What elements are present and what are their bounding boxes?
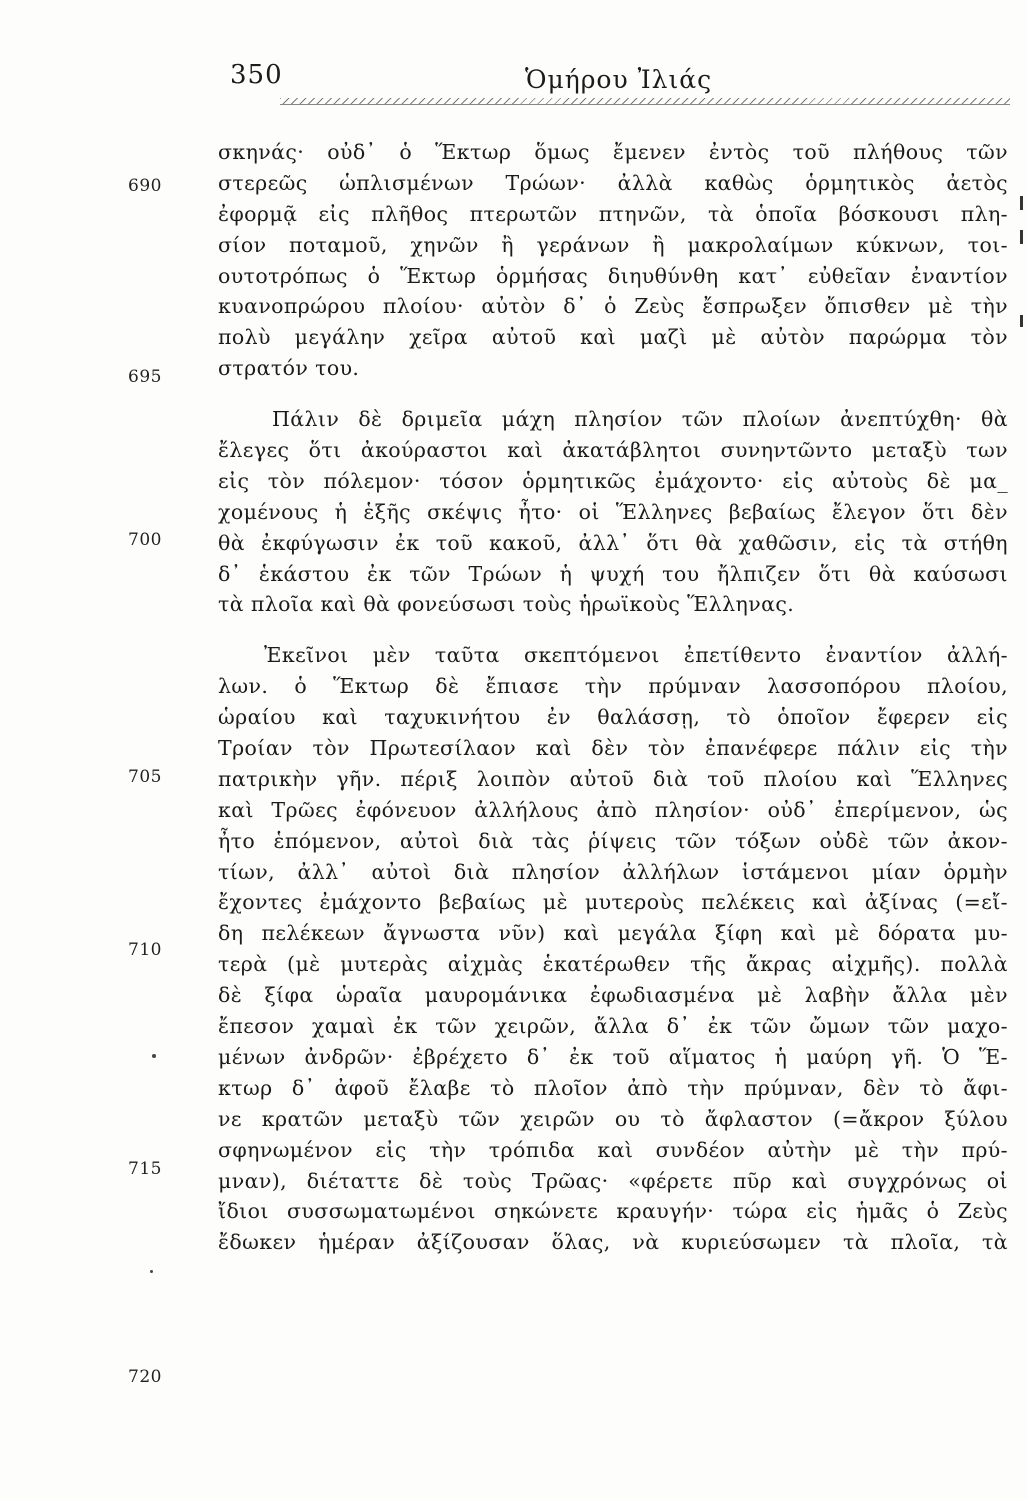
text-line: ἴδιοι συσσωματωμένοι σηκώνετε κραυγήν· τώρα εἰς ἡμᾶς ὁ Ζεὺς <box>218 1199 1008 1224</box>
margin-line-numbers <box>128 0 208 1500</box>
text-line: τὰ πλοῖα καὶ θὰ φονεύσωσι τοὺς ἡρωϊκοὺς Ἕλληνας. <box>218 592 795 617</box>
text-line: τίων, ἀλλ᾽ αὐτοὶ διὰ πλησίον ἀλλήλων ἱστάμενοι μίαν ὁρμὴν <box>218 859 1008 884</box>
text-line: ὡραίου καὶ ταχυκινήτου ἐν θαλάσσῃ, τὸ ὁποῖον ἔφερεν εἰς <box>218 705 1008 730</box>
text-line: μναν), διέταττε δὲ τοὺς Τρῶας· «φέρετε πῦρ καὶ συγχρόνως οἱ <box>218 1168 1008 1193</box>
paragraph-gap <box>218 384 1008 404</box>
paragraph-1 <box>218 137 1008 384</box>
paragraph-gap <box>218 620 1008 640</box>
line-number: 710 <box>128 940 162 960</box>
text-line: ἔχοντες ἐμάχοντο βεβαίως μὲ μυτεροὺς πελέκεις καὶ ἀξίνας (=εἴ- <box>218 890 1008 915</box>
line-number: 705 <box>128 767 162 787</box>
text-line: εἰς τὸν πόλεμον· τόσον ὁρμητικῶς ἐμάχοντο· εἰς αὐτοὺς δὲ μα_ <box>218 468 1008 493</box>
text-line: κτωρ δ᾽ ἀφοῦ ἔλαβε τὸ πλοῖον ἀπὸ τὴν πρύμναν, δὲν τὸ ἄφι- <box>218 1075 1008 1100</box>
line-number: 695 <box>128 367 162 387</box>
text-line: χομένους ἡ ἑξῆς σκέψις ἦτο· οἱ Ἕλληνες βεβαίως ἔλεγον ὅτι δὲν <box>218 499 1008 524</box>
header-rule <box>280 98 1010 105</box>
edge-mark <box>1020 230 1023 244</box>
text-line: κυανοπρώρου πλοίου· αὐτὸν δ᾽ ὁ Ζεὺς ἔσπρωξεν ὄπισθεν μὲ τὴν <box>218 294 1008 319</box>
text-line: πολὺ μεγάλην χεῖρα αὐτοῦ καὶ μαζὶ μὲ αὐτὸν παρώρμα τὸν <box>218 325 1008 350</box>
text-line: ουτοτρόπως ὁ Ἕκτωρ ὁρμήσας διηυθύνθη κατ᾽ εὐθεῖαν ἐναντίον <box>218 263 1008 288</box>
edge-mark <box>1020 196 1023 210</box>
text-line: δ᾽ ἑκάστου ἐκ τῶν Τρώων ἡ ψυχή του ἤλπιζεν ὅτι θὰ καύσωσι <box>218 561 1008 586</box>
running-title: Ὁμήρου Ἰλιάς <box>525 65 713 94</box>
text-line: ἐφορμᾷ εἰς πλῆθος πτερωτῶν πτηνῶν, τὰ ὁποῖα βόσκουσι πλη- <box>218 201 1008 226</box>
print-speck <box>152 1054 156 1058</box>
page-header <box>230 60 1010 110</box>
line-number: 690 <box>128 176 162 196</box>
text-line: Τροίαν τὸν Πρωτεσίλαον καὶ δὲν τὸν ἐπανέφερε πάλιν εἰς τὴν <box>218 736 1008 761</box>
text-line: Πάλιν δὲ δριμεῖα μάχη πλησίον τῶν πλοίων ἀνεπτύχθη· θὰ <box>272 407 1008 432</box>
text-line: νε κρατῶν μεταξὺ τῶν χειρῶν ου τὸ ἄφλαστον (=ἄκρον ξύλου <box>218 1106 1008 1131</box>
line-number: 700 <box>128 530 162 550</box>
body-text <box>218 137 1008 1258</box>
text-line: μένων ἀνδρῶν· ἐβρέχετο δ᾽ ἐκ τοῦ αἵματος ἡ μαύρη γῆ. Ὁ Ἕ- <box>218 1044 1008 1069</box>
line-number: 720 <box>128 1367 162 1387</box>
print-speck <box>150 1270 153 1273</box>
text-line: ἔπεσον χαμαὶ ἐκ τῶν χειρῶν, ἄλλα δ᾽ ἐκ τῶν ὤμων τῶν μαχο- <box>218 1014 1008 1039</box>
text-line: δὲ ξίφα ὡραῖα μαυρομάνικα ἐφωδιασμένα μὲ λαβὴν ἄλλα μὲν <box>218 983 1008 1008</box>
text-line: ἦτο ἑπόμενον, αὐτοὶ διὰ τὰς ῥίψεις τῶν τόξων οὐδὲ τῶν ἀκον- <box>218 828 1008 853</box>
text-line: ἔδωκεν ἡμέραν ἀξίζουσαν ὅλας, νὰ κυριεύσωμεν τὰ πλοῖα, τὰ <box>218 1230 1008 1255</box>
page-number: 350 <box>230 60 283 90</box>
paragraph-3 <box>218 640 1008 1258</box>
text-line: ἔλεγες ὅτι ἀκούραστοι καὶ ἀκατάβλητοι συνηντῶντο μεταξὺ των <box>218 438 1008 463</box>
text-line: λων. ὁ Ἕκτωρ δὲ ἔπιασε τὴν πρύμναν λασσοπόρου πλοίου, <box>218 674 1008 699</box>
text-line: θὰ ἐκφύγωσιν ἐκ τοῦ κακοῦ, ἀλλ᾽ ὅτι θὰ χαθῶσιν, εἰς τὰ στήθη <box>218 530 1008 555</box>
line-number: 715 <box>128 1159 162 1179</box>
text-line: στρατόν του. <box>218 356 360 381</box>
paragraph-2 <box>218 404 1008 620</box>
text-line: σκηνάς· οὐδ᾽ ὁ Ἕκτωρ ὅμως ἔμενεν ἐντὸς τοῦ πλήθους τῶν <box>218 140 1008 164</box>
text-line: σφηνωμένον εἰς τὴν τρόπιδα καὶ συνδέον αὐτὴν μὲ τὴν πρύ- <box>218 1137 1008 1162</box>
text-line: δη πελέκεων ἄγνωστα νῦν) καὶ μεγάλα ξίφη καὶ μὲ δόρατα μυ- <box>218 921 1008 946</box>
text-line: στερεῶς ὡπλισμένων Τρώων· ἀλλὰ καθὼς ὁρμητικὸς ἀετὸς <box>218 170 1008 195</box>
edge-mark <box>1020 315 1023 327</box>
text-line: τερὰ (μὲ μυτερὰς αἰχμὰς ἑκατέρωθεν τῆς ἄκρας αἰχμῆς). πολλὰ <box>218 952 1008 977</box>
text-line: πατρικὴν γῆν. πέριξ λοιπὸν αὐτοῦ διὰ τοῦ πλοίου καὶ Ἕλληνες <box>218 766 1008 791</box>
text-line: σίον ποταμοῦ, χηνῶν ἢ γεράνων ἢ μακρολαίμων κύκνων, τοι- <box>218 232 1008 257</box>
text-line: Ἐκεῖνοι μὲν ταῦτα σκεπτόμενοι ἐπετίθεντο ἐναντίον ἀλλή- <box>264 643 1008 668</box>
text-line: καὶ Τρῶες ἐφόνευον ἀλλήλους ἀπὸ πλησίον· οὐδ᾽ ἐπερίμενον, ὡς <box>218 797 1008 822</box>
